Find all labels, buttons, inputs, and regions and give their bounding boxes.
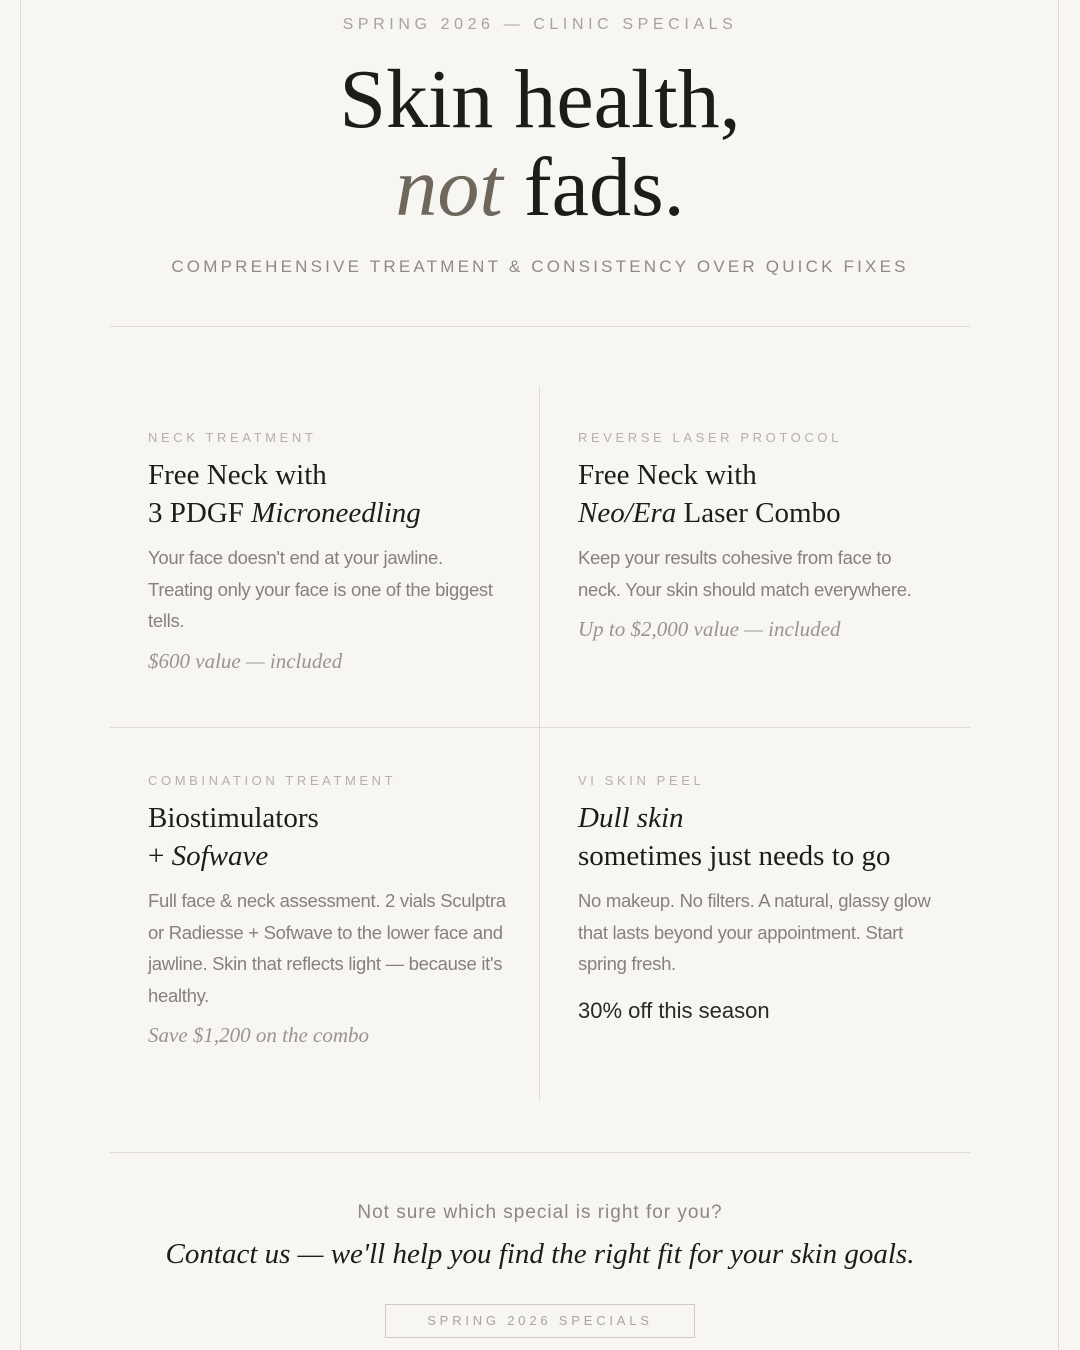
special-title-line-1: Biostimulators (148, 802, 319, 834)
special-title-line-2 (148, 837, 508, 875)
headline-line-2-rest: fads. (502, 141, 685, 234)
special-title-plain: + (148, 840, 172, 872)
special-value: Save $1,200 on the combo (148, 1023, 370, 1047)
special-title-line-2 (578, 494, 938, 532)
headline-italic: not (395, 141, 503, 234)
grid-vertical-divider (539, 386, 540, 1100)
special-title-italic: Sofwave (171, 840, 269, 872)
special-title-line-2 (148, 494, 508, 532)
headline-line-2 (0, 141, 1080, 234)
special-title-line-1: Free Neck with (578, 459, 757, 491)
special-card-neck-treatment (148, 430, 508, 674)
special-description: No makeup. No filters. A natural, glassy glow that lasts beyond your appointment. Start spring fresh. (578, 890, 931, 974)
special-value: $600 value — included (148, 648, 343, 673)
special-title (148, 456, 508, 532)
special-offer: 30% off this season (578, 997, 770, 1023)
special-label: COMBINATION TREATMENT (148, 773, 397, 788)
special-label: REVERSE LASER PROTOCOL (578, 430, 842, 445)
special-title-italic: Neo/Era (578, 497, 677, 529)
eyebrow: SPRING 2026 — CLINIC SPECIALS (342, 16, 738, 33)
special-description: Full face & neck assessment. 2 vials Sculptra or Radiesse + Sofwave to the lower face and jawline. Skin that reflects light — because it's healthy. (148, 890, 506, 1006)
contact-cta[interactable]: Contact us — we'll help you find the right fit for your skin goals. (165, 1238, 915, 1270)
special-title (148, 799, 508, 875)
special-title-plain: Laser Combo (676, 497, 841, 529)
tagline: COMPREHENSIVE TREATMENT & CONSISTENCY OVER QUICK FIXES (171, 257, 909, 276)
special-value: Up to $2,000 value — included (578, 617, 841, 641)
bottom-divider (110, 1152, 970, 1153)
special-title-line-1 (578, 799, 938, 837)
special-card-combination (148, 773, 508, 1048)
special-title-line-1: Free Neck with (148, 459, 327, 491)
special-title (578, 456, 938, 532)
special-title-plain: 3 PDGF (148, 497, 252, 529)
top-divider (110, 326, 970, 327)
footer-question: Not sure which special is right for you? (357, 1202, 723, 1223)
special-card-vi-peel (578, 773, 938, 1024)
specials-badge: SPRING 2026 SPECIALS (385, 1304, 695, 1338)
special-title-italic: Dull skin (578, 802, 684, 834)
special-description: Keep your results cohesive from face to neck. Your skin should match everywhere. (578, 547, 912, 600)
headline-line-1: Skin health, (339, 53, 741, 146)
headline (0, 53, 1080, 234)
special-title-italic: Microneedling (251, 497, 421, 529)
special-title-line-2: sometimes just needs to go (578, 840, 891, 872)
special-card-reverse-laser (578, 430, 938, 642)
special-label: NECK TREATMENT (148, 430, 317, 445)
special-title (578, 799, 938, 875)
special-label: VI SKIN PEEL (578, 773, 705, 788)
special-description: Your face doesn't end at your jawline. Treating only your face is one of the biggest tells. (148, 547, 493, 631)
grid-horizontal-divider (110, 727, 970, 728)
